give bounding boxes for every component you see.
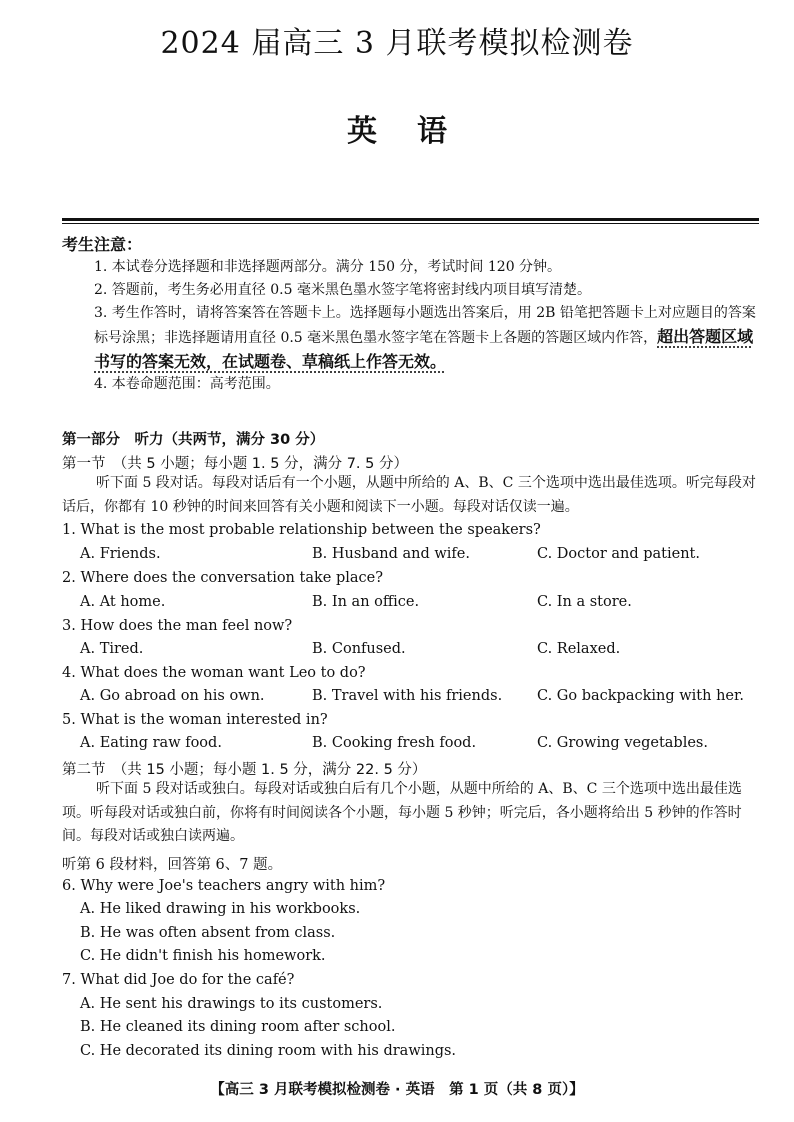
q3-option-a: A. Tired. xyxy=(80,641,144,657)
exam-title: 2024 届高三 3 月联考模拟检测卷 xyxy=(160,26,634,61)
q1-option-c: C. Doctor and patient. xyxy=(537,546,700,562)
notice-item-4: 4. 本卷命题范围：高考范围。 xyxy=(94,376,280,392)
q7-option-b: B. He cleaned its dining room after school. xyxy=(80,1019,396,1035)
q6-option-a: A. He liked drawing in his workbooks. xyxy=(80,901,361,917)
divider-thin xyxy=(62,223,759,224)
q4-option-c: C. Go backpacking with her. xyxy=(537,688,744,704)
section1-instructions: 听下面 5 段对话。每段对话后有一个小题，从题中所给的 A、B、C 三个选项中选出最佳选项。听完每段对话后，你都有 10 秒钟的时间来回答有关小题和阅读下一小题。每段对话仅读一遍。 xyxy=(62,475,756,515)
notice-item-3-emphasis: 超出答题区域书写的答案无效，在试题卷、草稿纸上作答无效。 xyxy=(94,327,754,371)
notice-item-1: 1. 本试卷分选择题和非选择题两部分。满分 150 分，考试时间 120 分钟。 xyxy=(94,259,562,275)
q7-option-a: A. He sent his drawings to its customers. xyxy=(80,996,383,1012)
notice-item-3-text: 3. 考生作答时，请将答案答在答题卡上。选择题每小题选出答案后，用 2B 铅笔把答题卡上对应题目的答案标号涂黑；非选择题请用直径 0.5 毫米黑色墨水签字笔在答题卡上各题的答题区域内作答， xyxy=(94,305,756,346)
q4-option-a: A. Go abroad on his own. xyxy=(80,688,265,704)
q1-option-a: A. Friends. xyxy=(80,546,161,562)
notice-item-2: 2. 答题前，考生务必用直径 0.5 毫米黑色墨水签字笔将密封线内项目填写清楚。 xyxy=(94,282,591,298)
q5-option-c: C. Growing vegetables. xyxy=(537,735,708,751)
section1-heading: 第一节 （共 5 小题；每小题 1. 5 分，满分 7. 5 分） xyxy=(62,456,408,472)
q5-option-b: B. Cooking fresh food. xyxy=(312,735,477,751)
subject-title: 英语 xyxy=(347,114,487,149)
question-7-stem: 7. What did Joe do for the café? xyxy=(62,972,295,988)
divider-thick xyxy=(62,218,759,221)
question-6-stem: 6. Why were Joe's teachers angry with him? xyxy=(62,878,386,894)
section2-heading: 第二节 （共 15 小题；每小题 1. 5 分，满分 22. 5 分） xyxy=(62,762,427,778)
part1-heading: 第一部分 听力（共两节，满分 30 分） xyxy=(62,432,325,448)
q2-option-c: C. In a store. xyxy=(537,594,632,610)
question-1-stem: 1. What is the most probable relationship between the speakers? xyxy=(62,522,541,538)
material-6-note: 听第 6 段材料，回答第 6、7 题。 xyxy=(62,857,283,873)
q7-option-c: C. He decorated its dining room with his drawings. xyxy=(80,1043,457,1059)
q5-option-a: A. Eating raw food. xyxy=(80,735,222,751)
notice-item-3 xyxy=(94,302,762,375)
q4-option-b: B. Travel with his friends. xyxy=(312,688,503,704)
q6-option-b: B. He was often absent from class. xyxy=(80,925,336,941)
section2-instructions: 听下面 5 段对话或独白。每段对话或独白后有几个小题，从题中所给的 A、B、C 三个选项中选出最佳选项。听每段对话或独白前，你将有时间阅读各个小题，每小题 5 秒钟；听完后，各小题将给出 5 秒钟的作答时间。每段对话或独白读两遍。 xyxy=(62,781,742,844)
q3-option-b: B. Confused. xyxy=(312,641,406,657)
q2-option-a: A. At home. xyxy=(80,594,166,610)
page-footer: 【高三 3 月联考模拟检测卷 · 英语 第 1 页（共 8 页）】 xyxy=(210,1082,584,1098)
question-2-stem: 2. Where does the conversation take place? xyxy=(62,570,383,586)
q2-option-b: B. In an office. xyxy=(312,594,420,610)
question-4-stem: 4. What does the woman want Leo to do? xyxy=(62,665,366,681)
question-5-stem: 5. What is the woman interested in? xyxy=(62,712,328,728)
notice-heading: 考生注意： xyxy=(62,235,143,254)
q1-option-b: B. Husband and wife. xyxy=(312,546,470,562)
q6-option-c: C. He didn't finish his homework. xyxy=(80,948,326,964)
q3-option-c: C. Relaxed. xyxy=(537,641,621,657)
question-3-stem: 3. How does the man feel now? xyxy=(62,618,293,634)
